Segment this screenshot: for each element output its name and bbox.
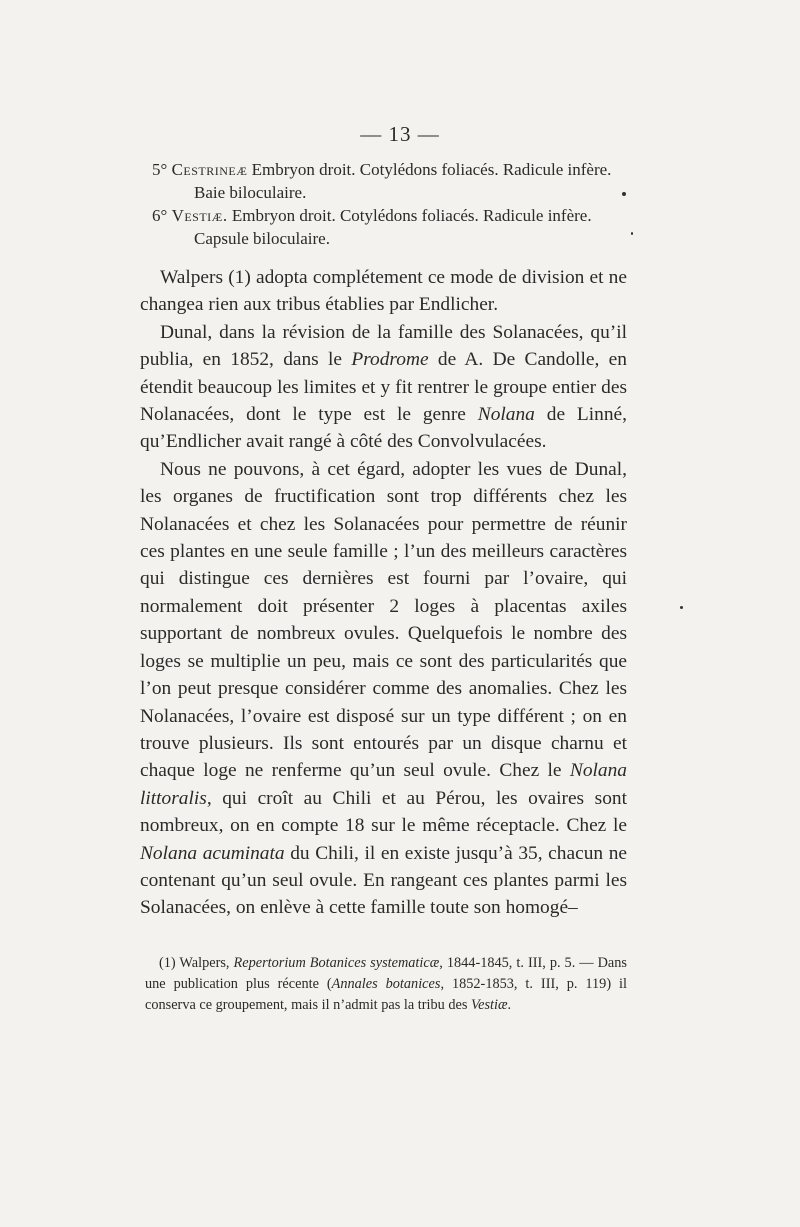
tribe-name: Vestiæ. xyxy=(171,206,228,225)
paragraph-text: Dunal, dans la révision de la famille des Solanacées, qu’il publia, en 1852, dans le xyxy=(140,321,627,371)
tribe-number: 5° xyxy=(152,160,168,179)
tribe-description: Embryon droit. Cotylédons foliacés. Radicule infère. Baie biloculaire. xyxy=(194,160,612,202)
tribe-list xyxy=(152,158,632,250)
footnote-italic-title: Repertorium Botanices systematicæ xyxy=(233,955,440,971)
paragraph-walpers xyxy=(140,264,627,319)
footnote-segment: , 1852-1853, t. III, p. 119) il conserva ce groupement, mais il n’admit pas la tribu des xyxy=(145,976,627,1013)
ink-speck xyxy=(680,606,683,609)
paragraph-nous-ne-pouvons xyxy=(140,456,627,922)
paragraph-text: Nous ne pouvons, à cet égard, adopter les vues de Dunal, les organes de fructification sont trop différents chez les Nolanacées et chez les Solanacées pour permettre de réunir ces plantes en une seule famille ; l’un des meilleurs caractères qui distingue ces dernières est fourni par l’ovaire, qui normalement doit présenter 2 loges à placentas axiles supportant de nombreux ovules. Quelquefois le nombre des loges se multiplie un peu, mais ce sont des particularités que l’on peut presque considérer comme des anomalies. Chez les Nolanacées, l’ovaire est disposé sur un type différent ; on en trouve plusieurs. Ils sont entourés par un disque charnu et chaque loge ne renferme qu’un seul ovule. Chez le xyxy=(140,458,627,782)
paragraph-text: , qui croît au Chili et au Pérou, les ovaires sont nombreux, on en compte 18 sur le même réceptacle. Chez le xyxy=(140,787,627,837)
italic-species: Nolana littoralis xyxy=(140,760,627,809)
paragraph-text: Walpers (1) adopta complétement ce mode de division et ne changea rien aux tribus établies par Endlicher. xyxy=(140,267,627,316)
ink-speck xyxy=(631,232,633,235)
footnote-italic-title: Annales botanices xyxy=(331,976,441,992)
footnote-italic-tribe: Vestiæ xyxy=(470,997,508,1013)
footnote-segment: , 1844-1845, t. III, p. 5. — Dans une publication plus récente ( xyxy=(145,955,627,992)
footnote-text xyxy=(145,953,627,1016)
ink-speck xyxy=(622,192,626,196)
paragraph-text: de A. De Candolle, en étendit beaucoup les limites et y fit rentrer le groupe entier des Nolanacées, dont le type est le genre xyxy=(140,349,627,426)
tribe-entry-cestrineae xyxy=(152,158,632,204)
paragraph-text: du Chili, il en existe jusqu’à 35, chacun ne contenant qu’un seul ovule. En rangeant ces plantes parmi les Solanacées, on enlève à cette famille toute son homogé– xyxy=(140,842,628,919)
tribe-name: Cestrineæ xyxy=(171,160,248,179)
italic-species: Nolana acuminata xyxy=(140,842,285,864)
tribe-description: Embryon droit. Cotylédons foliacés. Radicule infère. Capsule biloculaire. xyxy=(194,206,592,248)
tribe-number: 6° xyxy=(152,206,168,225)
body-text xyxy=(140,264,627,922)
footnote xyxy=(145,953,627,1016)
italic-genus: Nolana xyxy=(477,404,535,426)
paragraph-text: de Linné, qu’Endlicher avait rangé à côté des Convolvulacées. xyxy=(140,404,627,453)
footnote-segment: (1) Walpers, xyxy=(159,955,234,971)
paragraph-dunal xyxy=(140,319,627,456)
page-number: — 13 — xyxy=(360,122,440,146)
tribe-entry-vestiae xyxy=(152,204,632,250)
italic-title: Prodrome xyxy=(351,349,429,371)
footnote-segment: . xyxy=(507,997,512,1013)
